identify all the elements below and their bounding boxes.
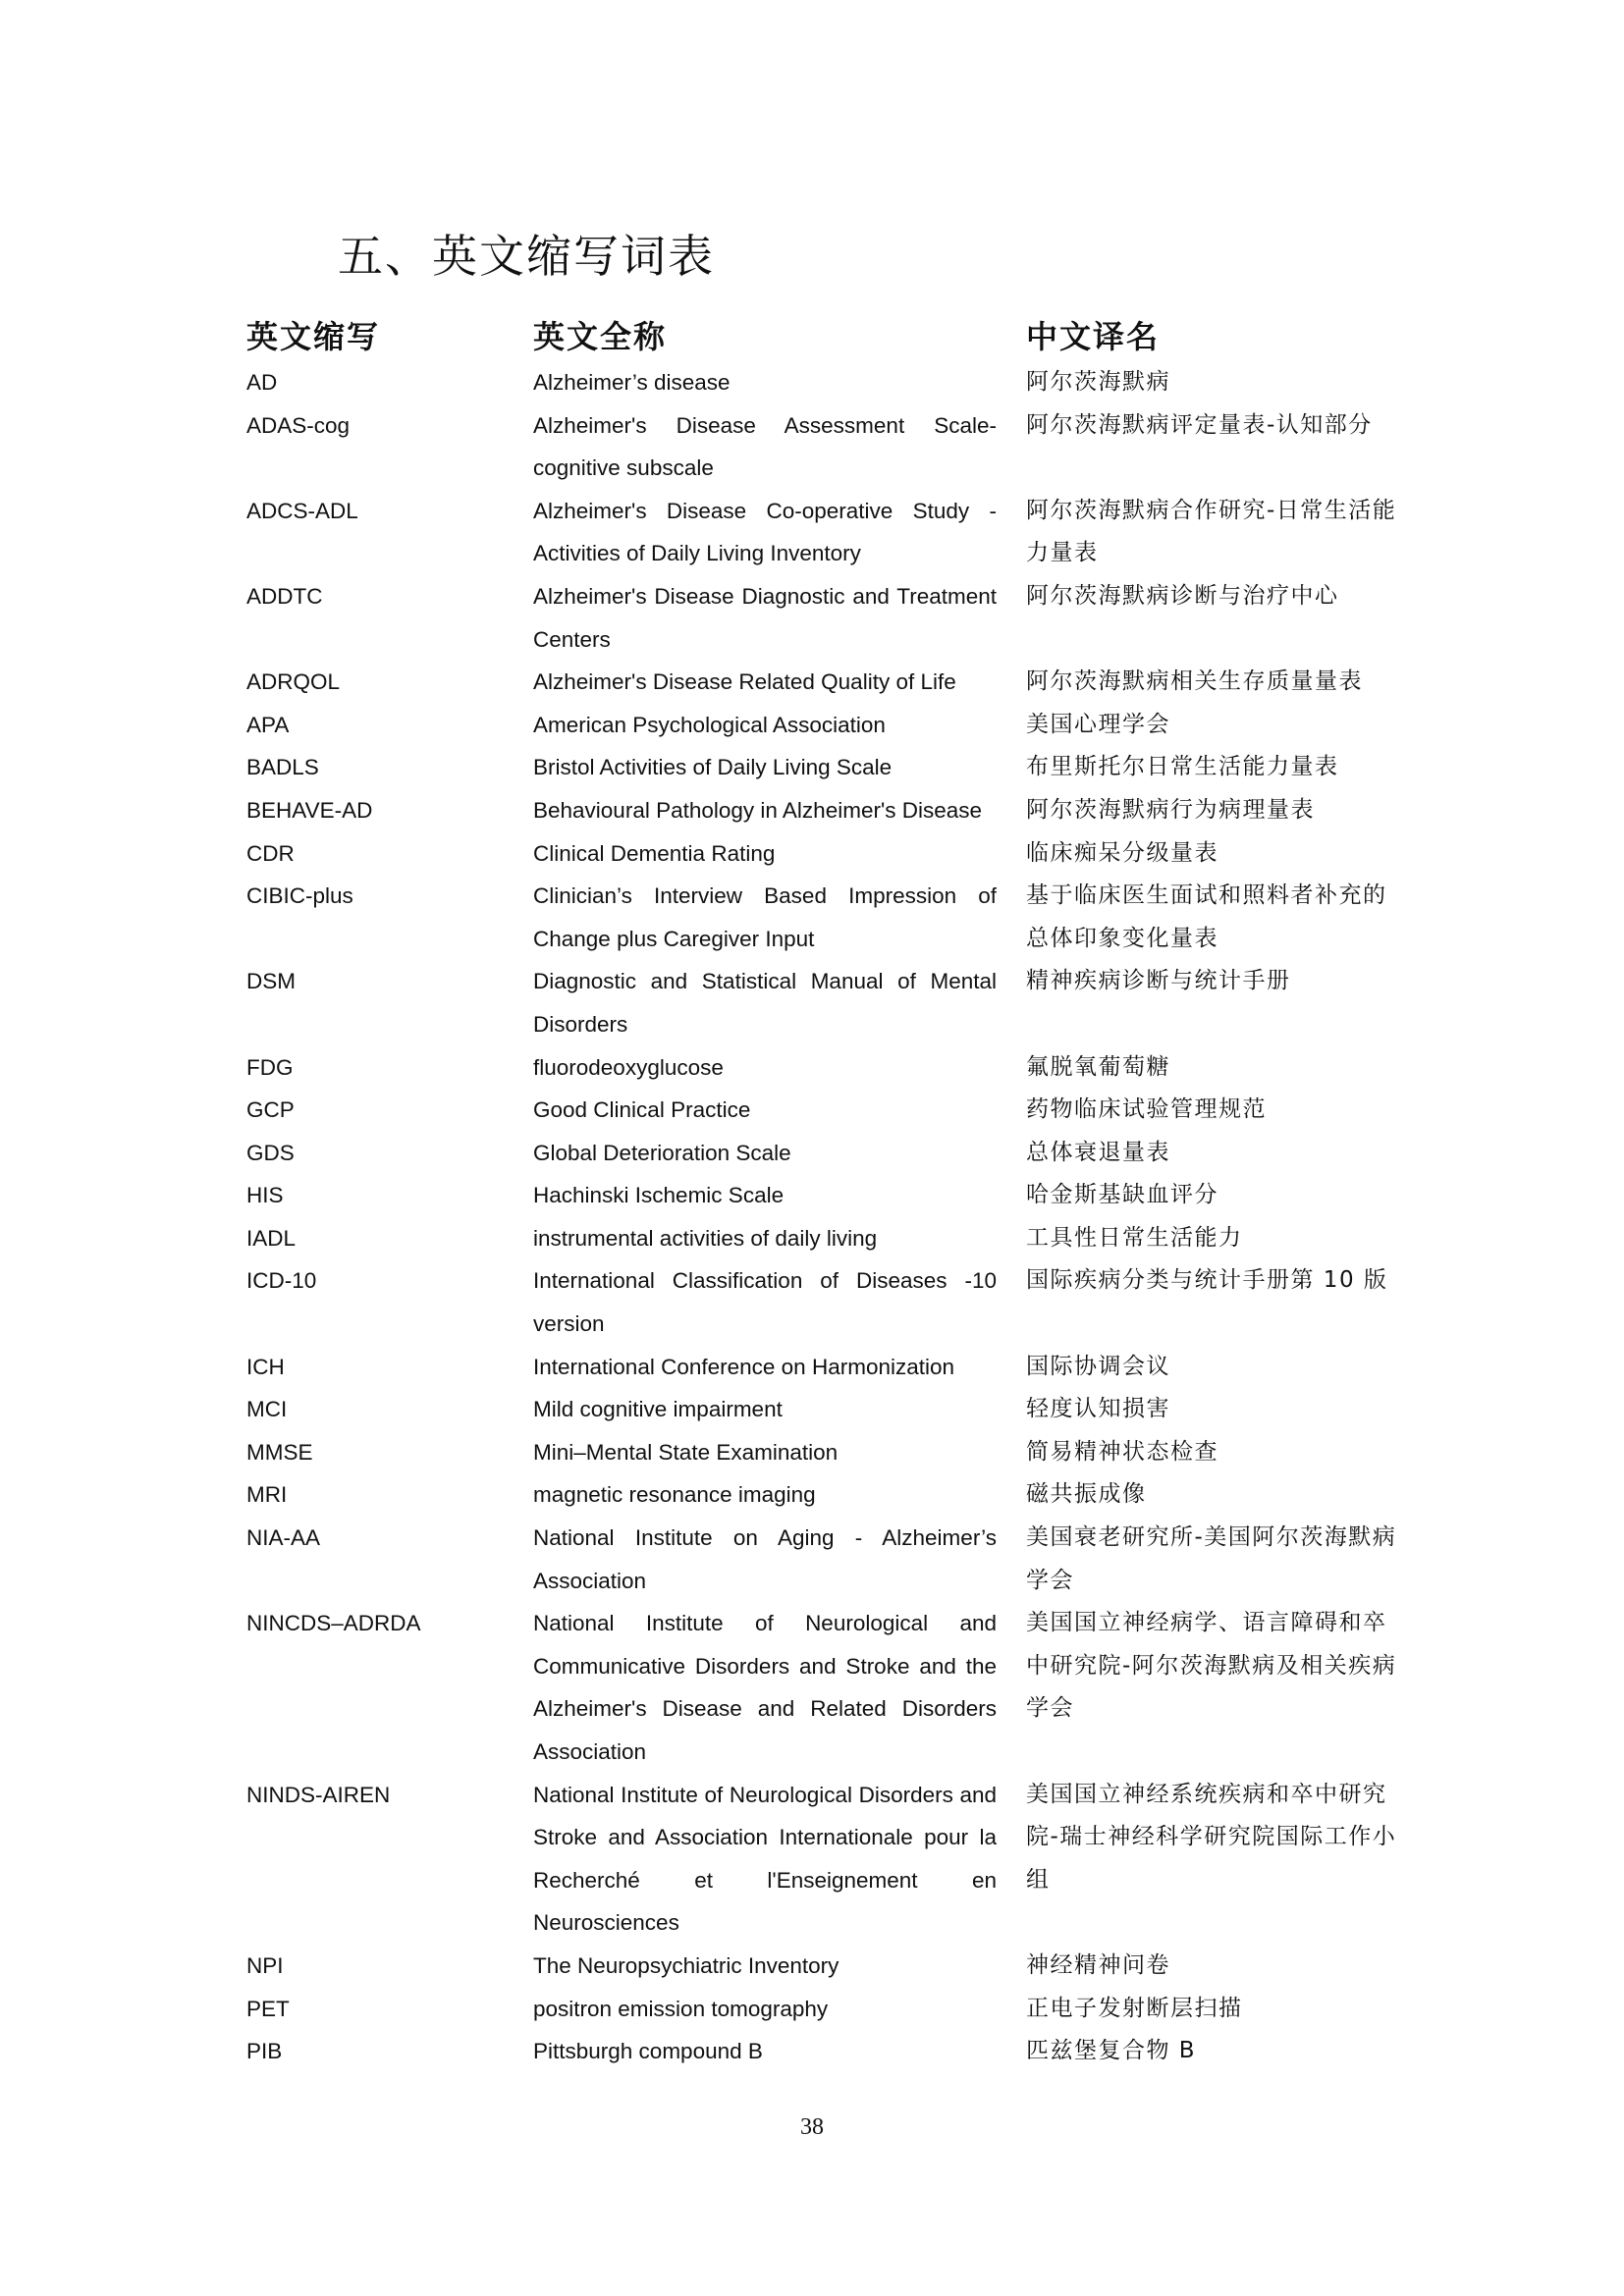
table-row [246,361,1395,404]
full-name-cell: Good Clinical Practice [533,1097,751,1123]
full-name-cell: magnetic resonance imaging [533,1482,816,1508]
chinese-name-cell: 阿尔茨海默病诊断与治疗中心 [1026,582,1339,609]
abbreviation-cell: PET [246,1996,290,2021]
full-name-cell: Clinician’s Interview Based Impression of Change plus Caregiver Input [533,883,997,951]
chinese-name-cell: 美国心理学会 [1026,711,1170,737]
abbreviation-cell: MCI [246,1397,288,1422]
table-row [246,1089,1395,1132]
table-row [246,789,1395,832]
abbreviation-cell: CDR [246,840,295,866]
abbreviation-cell: BADLS [246,755,319,780]
table-row [246,404,1395,490]
full-name-cell: National Institute on Aging - Alzheimer’s Association [533,1525,997,1593]
abbreviation-cell: ADAS-cog [246,412,351,438]
full-name-cell: International Classification of Diseases -10 version [533,1268,997,1337]
abbreviation-cell: NPI [246,1952,284,1978]
table-row [246,490,1395,575]
full-name-cell: International Conference on Harmonization [533,1354,955,1379]
full-name-cell: Behavioural Pathology in Alzheimer's Disease [533,797,983,823]
full-name-cell: Alzheimer's Disease Assessment Scale-cognitive subscale [533,412,997,481]
full-name-cell: Mini–Mental State Examination [533,1439,839,1465]
abbreviation-cell: ADRQOL [246,669,341,695]
table-row [246,1346,1395,1389]
abbreviation-table [246,312,1395,2073]
full-name-cell: Diagnostic and Statistical Manual of Mental Disorders [533,969,997,1037]
table-row [246,704,1395,747]
full-name-cell: fluorodeoxyglucose [533,1054,724,1080]
abbreviation-cell: GCP [246,1097,295,1123]
header-chinese-name: 中文译名 [1026,318,1161,355]
full-name-cell: Bristol Activities of Daily Living Scale [533,755,893,780]
table-row [246,1517,1395,1602]
table-row [246,1132,1395,1175]
chinese-name-cell: 工具性日常生活能力 [1026,1224,1243,1251]
chinese-name-cell: 阿尔茨海默病相关生存质量量表 [1026,668,1363,695]
chinese-name-cell: 基于临床医生面试和照料者补充的总体印象变化量表 [1026,882,1387,951]
table-body [246,361,1395,2073]
page-number: 38 [800,2114,824,2140]
chinese-name-cell: 国际疾病分类与统计手册第 10 版 [1026,1267,1388,1294]
abbreviation-cell: NINDS-AIREN [246,1782,391,1807]
table-row [246,1217,1395,1260]
table-row [246,575,1395,661]
chinese-name-cell: 轻度认知损害 [1026,1396,1170,1422]
table-row [246,1388,1395,1431]
full-name-cell: National Institute of Neurological Disorders and Stroke and Association Internationale pour la Recherché et l'Enseignement en Neurosciences [533,1782,997,1936]
table-row [246,2030,1395,2073]
full-name-cell: Pittsburgh compound B [533,2039,763,2064]
abbreviation-cell: APA [246,712,290,737]
abbreviation-cell: PIB [246,2039,283,2064]
table-row [246,960,1395,1045]
chinese-name-cell: 总体衰退量表 [1026,1139,1170,1165]
abbreviation-cell: HIS [246,1183,284,1208]
abbreviation-cell: GDS [246,1140,295,1165]
full-name-cell: Alzheimer's Disease Related Quality of Life [533,669,956,695]
table-row [246,1602,1395,1773]
table-row [246,661,1395,704]
abbreviation-cell: NINCDS–ADRDA [246,1611,421,1636]
abbreviation-cell: ICD-10 [246,1268,317,1294]
chinese-name-cell: 氟脱氧葡萄糖 [1026,1053,1170,1080]
chinese-name-cell: 阿尔茨海默病 [1026,369,1170,395]
chinese-name-cell: 阿尔茨海默病评定量表-认知部分 [1026,411,1373,438]
abbreviation-cell: FDG [246,1054,294,1080]
abbreviation-cell: ADDTC [246,583,323,609]
abbreviation-cell: AD [246,370,278,395]
abbreviation-cell: ADCS-ADL [246,498,358,523]
chinese-name-cell: 布里斯托尔日常生活能力量表 [1026,754,1339,780]
table-row [246,1431,1395,1474]
chinese-name-cell: 阿尔茨海默病合作研究-日常生活能力量表 [1026,497,1397,566]
full-name-cell: National Institute of Neurological and Communicative Disorders and Stroke and the Alzheimer's Disease and Related Disorders Association [533,1611,997,1764]
chinese-name-cell: 药物临床试验管理规范 [1026,1096,1267,1123]
abbreviation-cell: IADL [246,1225,297,1251]
chinese-name-cell: 美国衰老研究所-美国阿尔茨海默病学会 [1026,1524,1397,1593]
full-name-cell: Alzheimer's Disease Diagnostic and Treatment Centers [533,583,997,652]
abbreviation-cell: NIA-AA [246,1525,321,1551]
table-row [246,1473,1395,1517]
full-name-cell: American Psychological Association [533,712,886,737]
full-name-cell: Global Deterioration Scale [533,1140,791,1165]
table-row [246,1046,1395,1090]
chinese-name-cell: 临床痴呆分级量表 [1026,839,1218,866]
table-header [246,312,1395,361]
abbreviation-cell: CIBIC-plus [246,883,353,909]
full-name-cell: The Neuropsychiatric Inventory [533,1952,839,1978]
table-row [246,1259,1395,1345]
header-abbreviation: 英文缩写 [246,318,381,355]
chinese-name-cell: 匹兹堡复合物 B [1026,2038,1197,2064]
abbreviation-cell: BEHAVE-AD [246,797,373,823]
full-name-cell: instrumental activities of daily living [533,1225,878,1251]
chinese-name-cell: 简易精神状态检查 [1026,1438,1218,1465]
full-name-cell: Alzheimer’s disease [533,370,731,395]
table-row [246,832,1395,876]
abbreviation-cell: MRI [246,1482,288,1508]
abbreviation-cell: ICH [246,1354,285,1379]
table-row [246,1945,1395,1988]
chinese-name-cell: 美国国立神经病学、语言障碍和卒中研究院-阿尔茨海默病及相关疾病学会 [1026,1610,1397,1722]
full-name-cell: Clinical Dementia Rating [533,840,776,866]
full-name-cell: positron emission tomography [533,1996,829,2021]
section-title: 五、英文缩写词表 [338,230,715,283]
chinese-name-cell: 阿尔茨海默病行为病理量表 [1026,796,1315,823]
full-name-cell: Hachinski Ischemic Scale [533,1183,785,1208]
chinese-name-cell: 国际协调会议 [1026,1353,1170,1379]
chinese-name-cell: 哈金斯基缺血评分 [1026,1182,1218,1208]
chinese-name-cell: 精神疾病诊断与统计手册 [1026,968,1291,994]
chinese-name-cell: 神经精神问卷 [1026,1951,1170,1978]
table-row [246,1988,1395,2031]
chinese-name-cell: 正电子发射断层扫描 [1026,1995,1243,2021]
table-row [246,875,1395,960]
header-full-name: 英文全称 [533,318,668,355]
abbreviation-cell: MMSE [246,1439,313,1465]
chinese-name-cell: 美国国立神经系统疾病和卒中研究院-瑞士神经科学研究院国际工作小组 [1026,1781,1397,1893]
table-row [246,1774,1395,1945]
table-row [246,1174,1395,1217]
table-row [246,746,1395,789]
abbreviation-cell: DSM [246,969,296,994]
full-name-cell: Alzheimer's Disease Co-operative Study - Activities of Daily Living Inventory [533,498,997,566]
full-name-cell: Mild cognitive impairment [533,1397,783,1422]
chinese-name-cell: 磁共振成像 [1026,1481,1147,1508]
